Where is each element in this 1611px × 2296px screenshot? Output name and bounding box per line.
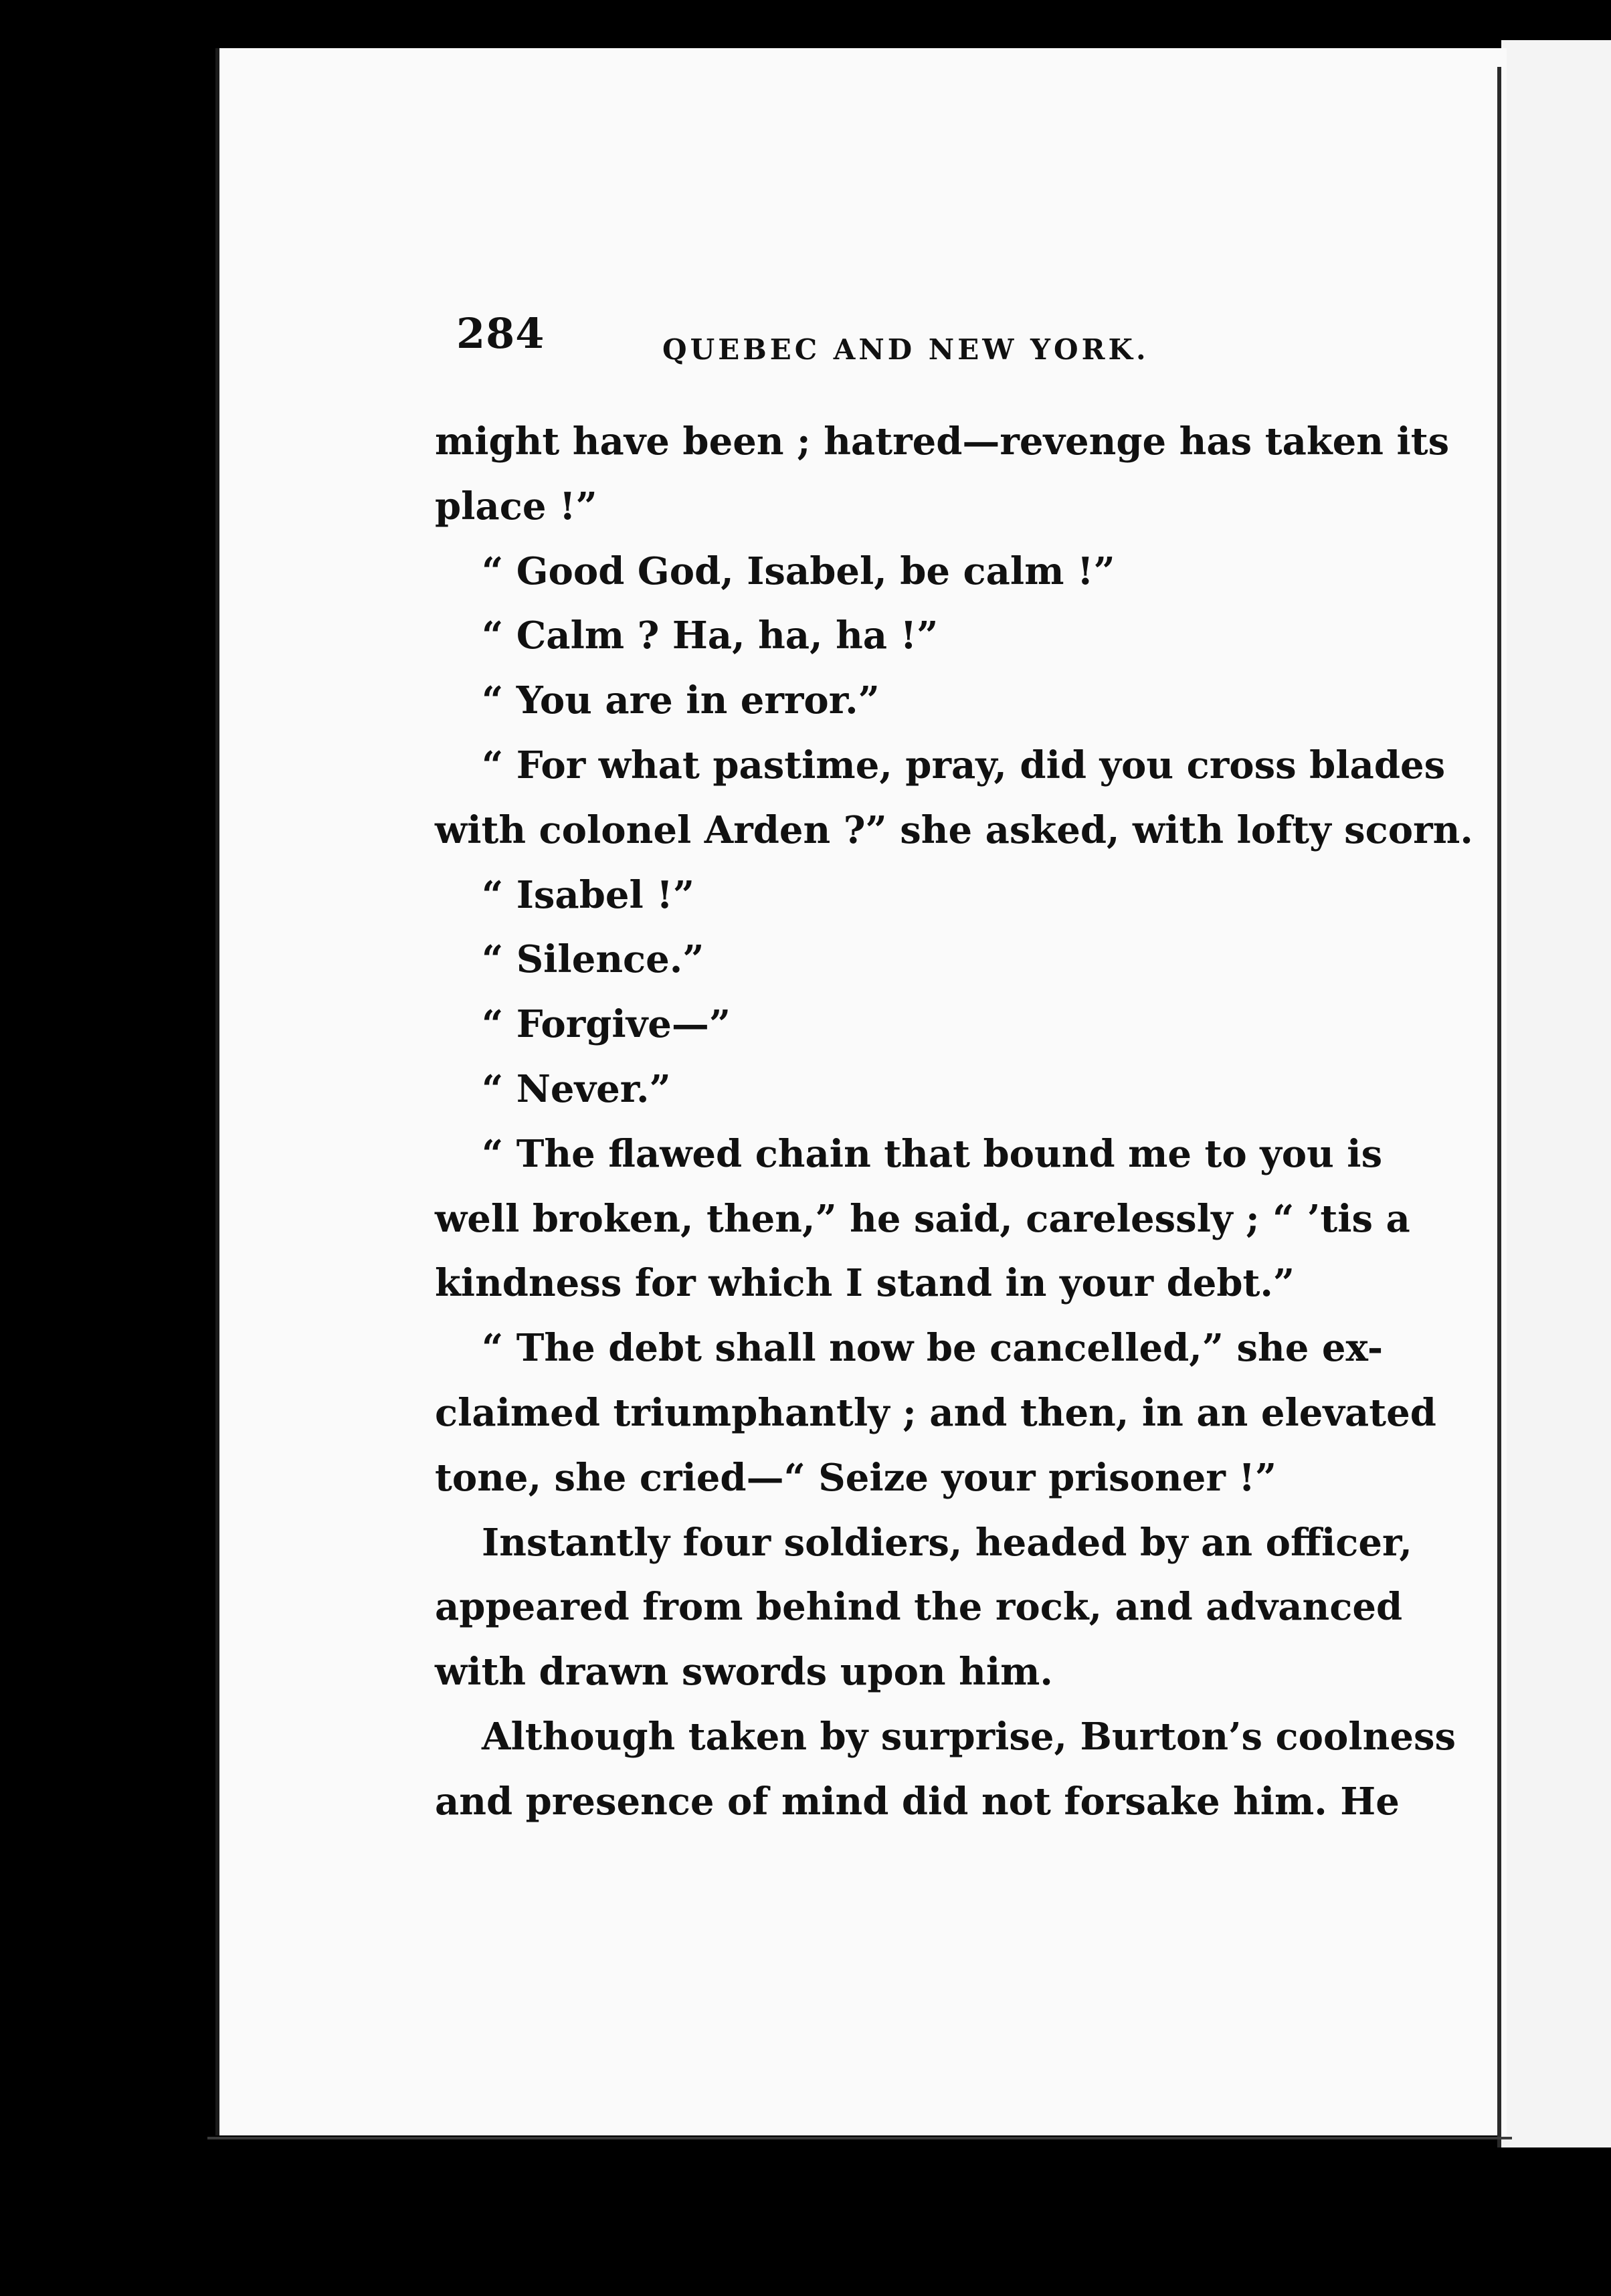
text-line: “ Good God, Isabel, be calm !”	[482, 549, 1115, 593]
text-line: kindness for which I stand in your debt.”	[435, 1261, 1295, 1306]
text-line: “ The flawed chain that bound me to you is	[482, 1131, 1383, 1176]
page-gutter-edge	[1497, 67, 1501, 2147]
facing-page-edge	[1501, 40, 1611, 2147]
text-line: Although taken by surprise, Burton’s coolness	[482, 1714, 1456, 1759]
page-number: 284	[456, 309, 545, 358]
text-line: “ For what pastime, pray, did you cross blades	[482, 743, 1446, 787]
text-line: appeared from behind the rock, and advanced	[435, 1585, 1403, 1630]
text-line: and presence of mind did not forsake him. He	[435, 1779, 1400, 1824]
text-line: tone, she cried—“ Seize your prisoner !”	[435, 1455, 1277, 1500]
page-bottom-edge	[207, 2137, 1512, 2139]
text-line: well broken, then,” he said, carelessly ; “ ’tis a	[435, 1196, 1410, 1241]
text-line: “ Isabel !”	[482, 872, 695, 917]
text-line: “ Never.”	[482, 1066, 671, 1111]
text-line: might have been ; hatred—revenge has taken its	[435, 419, 1450, 464]
running-head: QUEBEC AND NEW YORK.	[662, 333, 1149, 366]
text-line: “ You are in error.”	[482, 678, 880, 723]
text-line: “ The debt shall now be cancelled,” she ex-	[482, 1326, 1384, 1371]
text-line: with drawn swords upon him.	[435, 1650, 1053, 1695]
text-line: “ Calm ? Ha, ha, ha !”	[482, 613, 939, 658]
body-text	[435, 409, 1473, 1834]
text-line: “ Forgive—”	[482, 1002, 731, 1047]
text-line: “ Silence.”	[482, 937, 704, 982]
text-line: Instantly four soldiers, headed by an officer,	[482, 1520, 1412, 1565]
text-line: place !”	[435, 484, 597, 529]
text-line: with colonel Arden ?” she asked, with lofty scorn.	[435, 807, 1473, 852]
text-line: claimed triumphantly ; and then, in an elevated	[435, 1390, 1436, 1435]
